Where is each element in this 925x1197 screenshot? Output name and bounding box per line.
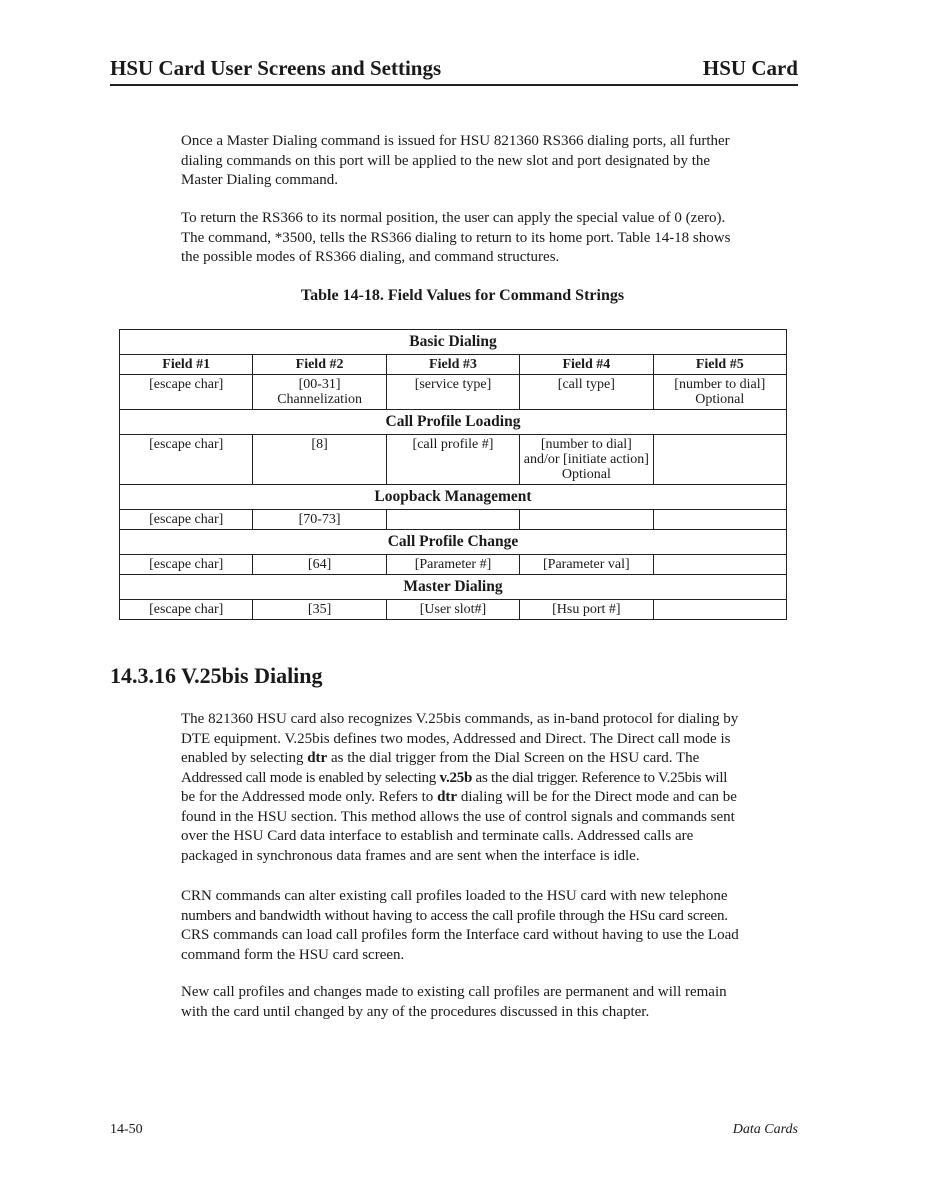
table-caption: Table 14-18. Field Values for Command Strings — [300, 287, 625, 304]
text-line — [181, 788, 801, 808]
table-cell: [service type] — [386, 375, 519, 410]
field-values-table — [119, 329, 787, 620]
table-cell: [Parameter #] — [386, 555, 519, 575]
section-row — [120, 575, 787, 600]
section-row — [120, 485, 787, 510]
text-line: dialing commands on this port will be applied to the new slot and port designated by the — [181, 152, 711, 169]
table-cell — [386, 510, 519, 530]
running-header — [110, 56, 798, 86]
text-line — [181, 769, 801, 789]
table-cell: [escape char] — [120, 600, 253, 620]
table-cell: [call type] — [520, 375, 653, 410]
table-cell: [35] — [253, 600, 386, 620]
text-line: with the card until changed by any of the procedures discussed in this chapter. — [181, 1003, 650, 1020]
text-line: To return the RS366 to its normal position, the user can apply the special value of 0 (zero). — [181, 210, 726, 226]
bold-term: v.25b — [439, 769, 473, 786]
paragraph-rs366-return — [181, 209, 801, 268]
text-line: CRN commands can alter existing call profiles loaded to the HSU card with new telephone — [181, 888, 728, 904]
bold-term: dtr — [437, 789, 458, 805]
text-line: the possible modes of RS366 dialing, and command structures. — [181, 249, 560, 265]
text-line: command form the HSU card screen. — [181, 946, 405, 963]
text-line: over the HSU Card data interface to establish and terminate calls. Addressed calls are — [181, 828, 694, 844]
text: enabled by selecting — [181, 750, 308, 766]
table-cell: [escape char] — [120, 375, 253, 410]
bold-term: dtr — [307, 750, 328, 766]
section-title: Call Profile Change — [120, 530, 787, 555]
text-line: Once a Master Dialing command is issued for HSU 821360 RS366 dialing ports, all further — [181, 133, 730, 149]
section-title: Loopback Management — [120, 485, 787, 510]
table-cell: [escape char] — [120, 435, 253, 485]
text-line: DTE equipment. V.25bis defines two modes, Addressed and Direct. The Direct call mode is — [181, 730, 731, 747]
section-title: Master Dialing — [120, 575, 787, 600]
table-cell — [653, 435, 786, 485]
paragraph-v25bis — [181, 710, 801, 866]
column-header: Field #2 — [253, 355, 386, 375]
column-header: Field #4 — [520, 355, 653, 375]
header-chapter: HSU Card — [702, 56, 798, 80]
table-row — [120, 435, 787, 485]
text: dialing will be for the Direct mode and can be — [457, 789, 737, 805]
column-header: Field #3 — [386, 355, 519, 375]
text-line: The command, *3500, tells the RS366 dialing to return to its home port. Table 14-18 shows — [181, 229, 731, 246]
table-cell: [64] — [253, 555, 386, 575]
text-line: found in the HSU section. This method allows the use of control signals and commands sent — [181, 808, 735, 825]
table-cell: [call profile #] — [386, 435, 519, 485]
table-cell: [00-31] Channelization — [253, 375, 386, 410]
table-cell: [number to dial] Optional — [653, 375, 786, 410]
section-row — [120, 530, 787, 555]
text: Addressed call mode is enabled by selecting — [181, 769, 440, 786]
table-row — [120, 600, 787, 620]
section-row — [120, 330, 787, 355]
column-header: Field #5 — [653, 355, 786, 375]
text-line: packaged in synchronous data frames and are sent when the interface is idle. — [181, 847, 640, 864]
text: be for the Addressed mode only. Refers to — [181, 789, 438, 805]
table-cell: [escape char] — [120, 555, 253, 575]
table-cell: [escape char] — [120, 510, 253, 530]
paragraph-crn-crs — [181, 887, 801, 965]
table-cell: [Parameter val] — [520, 555, 653, 575]
text-line — [181, 749, 801, 769]
table-row — [120, 555, 787, 575]
table-row — [120, 375, 787, 410]
text-line: CRS commands can load call profiles form the Interface card without having to use the Load — [181, 927, 739, 943]
section-title: Call Profile Loading — [120, 410, 787, 435]
section-row — [120, 410, 787, 435]
table-cell — [653, 510, 786, 530]
text-line: Master Dialing command. — [181, 172, 339, 188]
text-line: The 821360 HSU card also recognizes V.25bis commands, as in-band protocol for dialing by — [181, 711, 739, 727]
column-header: Field #1 — [120, 355, 253, 375]
section-title: Basic Dialing — [120, 330, 787, 355]
table-cell: [User slot#] — [386, 600, 519, 620]
text-line: New call profiles and changes made to existing call profiles are permanent and will remain — [181, 984, 727, 1000]
table-cell: [number to dial] and/or [initiate action] Optional — [520, 435, 653, 485]
text: as the dial trigger from the Dial Screen on the HSU card. The — [327, 750, 700, 766]
table-cell — [653, 600, 786, 620]
header-title: HSU Card User Screens and Settings — [110, 56, 442, 80]
table-cell — [520, 510, 653, 530]
table-cell: [70-73] — [253, 510, 386, 530]
table-cell: [8] — [253, 435, 386, 485]
header-row — [120, 355, 787, 375]
table-cell — [653, 555, 786, 575]
page-number: 14-50 — [110, 1122, 143, 1137]
paragraph-master-dialing — [181, 132, 801, 191]
paragraph-permanent — [181, 983, 801, 1022]
text-line: numbers and bandwidth without having to access the call profile through the HSu card screen. — [181, 907, 728, 924]
section-heading: 14.3.16 V.25bis Dialing — [110, 663, 323, 688]
table-row — [120, 510, 787, 530]
text: as the dial trigger. Reference to V.25bis will — [472, 769, 728, 786]
table-cell: [Hsu port #] — [520, 600, 653, 620]
footer-section: Data Cards — [732, 1122, 798, 1137]
